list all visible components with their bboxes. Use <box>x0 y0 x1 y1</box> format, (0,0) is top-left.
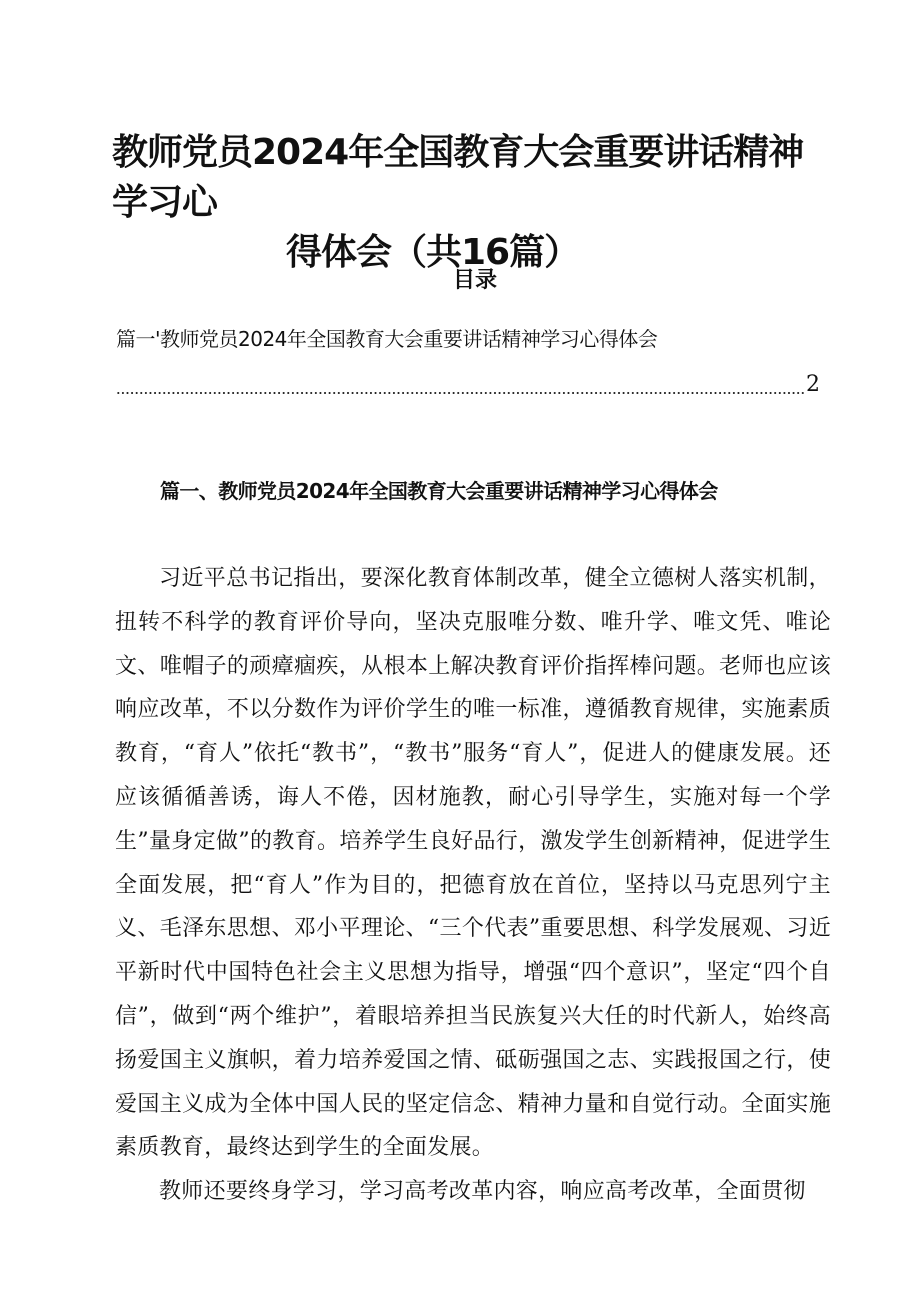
toc-entry-label[interactable]: 篇一'教师党员2024年全国教育大会重要讲话精神学习心得体会 <box>116 327 658 351</box>
section-body <box>115 557 831 1214</box>
document-title <box>112 128 832 278</box>
body-paragraph-2: 教师还要终身学习，学习高考改革内容，响应高考改革，全面贯彻 <box>159 1179 806 1205</box>
toc-entry-page-number: 2 <box>806 372 820 397</box>
document-title-line2: 得体会（共16篇） <box>286 232 580 273</box>
toc-dot-leader <box>116 375 804 395</box>
body-paragraph-1: 习近平总书记指出，要深化教育体制改革，健全立德树人落实机制，扭转不科学的教育评价导向，坚决克服唯分数、唯升学、唯文凭、唯论文、唯帽子的顽瘴痼疾，从根本上解决教育评价指挥棒问题。老师也应该响应改革，不以分数作为评价学生的唯一标准，遵循教育规律，实施素质教育，“育人”依托“教书”，“教书”服务“育人”，促进人的健康发展。还应该循循善诱，诲人不倦，因材施教，耐心引导学生，实施对每一个学生”量身定做”的教育。培养学生良好品行，激发学生创新精神，促进学生全面发展，把“育人”作为目的，把德育放在首位，坚持以马克思列宁主义、毛泽东思想、邓小平理论、“三个代表”重要思想、科学发展观、习近平新时代中国特色社会主义思想为指导，增强“四个意识”，坚定“四个自信”，做到“两个维护”，着眼培养担当民族复兴大任的时代新人，始终高扬爱国主义旗帜，着力培养爱国之情、砥砺强国之志、实践报国之行，使爱国主义成为全体中国人民的坚定信念、精神力量和自觉行动。全面实施素质教育，最终达到学生的全面发展。 <box>115 566 831 1161</box>
toc-heading: 目录 <box>452 268 497 293</box>
document-title-line1: 教师党员2024年全国教育大会重要讲话精神学习心 <box>112 132 804 223</box>
section-title: 篇一、教师党员2024年全国教育大会重要讲话精神学习心得体会 <box>160 479 718 503</box>
toc-entry-leader[interactable] <box>116 368 820 402</box>
